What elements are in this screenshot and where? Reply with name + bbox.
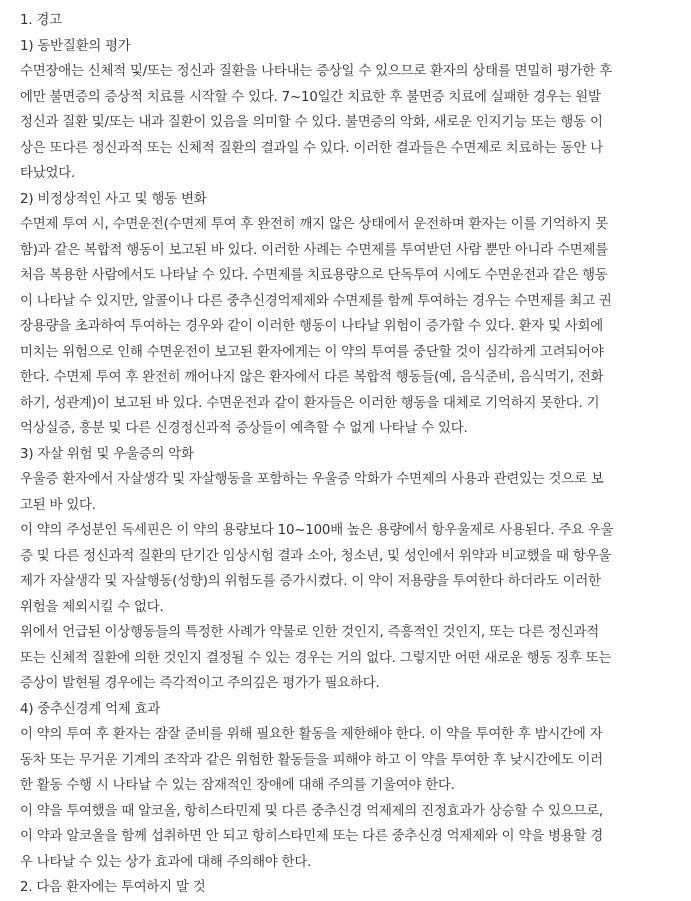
paragraph-line: 또는 신체적 질환에 의한 것인지 결정될 수 있는 경우는 거의 없다. 그렇지만 어떤 새로운 행동 징후 또는 bbox=[20, 650, 612, 666]
paragraph-line: 억상실증, 흥분 및 다른 신경정신과적 증상들이 예측할 수 없게 나타날 수 있다. bbox=[20, 421, 468, 436]
paragraph-line: 이 약의 투여 후 환자는 잠잘 준비를 위해 필요한 활동을 제한해야 한다. 이 약을 투여한 후 밤시간에 자 bbox=[20, 727, 603, 742]
paragraph-line: 상은 또다른 정신과적 또는 신체적 질환의 결과일 수 있다. 이러한 결과들은 수면제로 치료하는 동안 나 bbox=[20, 140, 603, 156]
document-body bbox=[20, 8, 684, 901]
paragraph-line: 위험을 제외시킬 수 없다. bbox=[20, 599, 164, 615]
paragraph-line: 이 나타날 수 있지만, 알콜이나 다른 중추신경억제제와 수면제를 함께 투여하는 경우는 수면제를 최고 권 bbox=[20, 293, 612, 309]
paragraph-line: 한 활동 수행 시 나타날 수 있는 잠재적인 장애에 대해 주의를 기울여야 한다. bbox=[20, 778, 455, 793]
paragraph-line: 우 나타날 수 있는 상가 효과에 대해 주의해야 한다. bbox=[20, 854, 312, 870]
paragraph-line: 이 약과 알코올을 함께 섭취하면 안 되고 항히스타민제 또는 다른 중추신경 억제제와 이 약을 병용할 경 bbox=[20, 829, 603, 844]
paragraph-line: 이 약의 주성분인 독세핀은 이 약의 용량보다 10~100배 높은 용량에서 항우울제로 사용된다. 주요 우울 bbox=[20, 523, 614, 538]
paragraph-line: 타났었다. bbox=[20, 166, 75, 181]
subsection-heading: 3) 자살 위험 및 우울증의 악화 bbox=[20, 446, 194, 462]
paragraph-line: 에만 불면증의 증상적 치료를 시작할 수 있다. 7~10일간 치료한 후 불면증 치료에 실패한 경우는 원발 bbox=[20, 89, 601, 105]
subsection-heading: 1) 동반질환의 평가 bbox=[20, 38, 131, 54]
paragraph-line: 하기, 성관계)이 보고된 바 있다. 수면운전과 같이 환자들은 이러한 행동을 대체로 기억하지 못한다. 기 bbox=[20, 395, 600, 411]
paragraph-line: 한다. 수면제 투여 후 완전히 깨어나지 않은 환자에서 다른 복합적 행동들(예, 음식준비, 음식먹기, 전화 bbox=[20, 370, 604, 385]
paragraph-line: 처음 복용한 사람에서도 나타날 수 있다. 수면제를 치료용량으로 단독투여 시에도 수면운전과 같은 행동 bbox=[20, 268, 608, 283]
section-heading: 2. 다음 환자에는 투여하지 말 것 bbox=[20, 880, 206, 895]
paragraph-line: 제가 자살생각 및 자살행동(성향)의 위험도를 증가시켰다. 이 약이 저용량을 투여한다 하더라도 이러한 bbox=[20, 574, 601, 589]
paragraph-line: 이 약을 투여했을 때 알코올, 항히스타민제 및 다른 중추신경 억제제의 진정효과가 상승할 수 있으므로, bbox=[20, 803, 603, 819]
paragraph-line: 증상이 발현될 경우에는 즉각적이고 주의깊은 평가가 필요하다. bbox=[20, 676, 380, 691]
paragraph-line: 위에서 언급된 이상행동들의 특정한 사례가 약물로 인한 것인지, 즉흥적인 것인지, 또는 다른 정신과적 bbox=[20, 625, 599, 640]
paragraph-line: 함)과 같은 복합적 행동이 보고된 바 있다. 이러한 사례는 수면제를 투여받던 사람 뿐만 아니라 수면제를 bbox=[20, 242, 609, 258]
paragraph-line: 수면장애는 신체적 및/또는 정신과 질환을 나타내는 증상일 수 있으므로 환자의 상태를 면밀히 평가한 후 bbox=[20, 64, 612, 79]
subsection-heading: 2) 비정상적인 사고 및 행동 변화 bbox=[20, 191, 207, 207]
section-heading: 1. 경고 bbox=[20, 13, 62, 28]
subsection-heading: 4) 중추신경계 억제 효과 bbox=[20, 701, 161, 717]
paragraph-line: 증 및 다른 정신과적 질환의 단기간 임상시험 결과 소아, 청소년, 및 성인에서 위약과 비교했을 때 항우울 bbox=[20, 548, 612, 564]
paragraph-line: 고된 바 있다. bbox=[20, 497, 96, 513]
paragraph-line: 정신과 질환 및/또는 내과 질환이 있음을 의미할 수 있다. 불면증의 악화, 새로운 인지기능 또는 행동 이 bbox=[20, 115, 603, 130]
paragraph-line: 미치는 위험으로 인해 수면운전이 보고된 환자에게는 이 약의 투여를 중단할 것이 심각하게 고려되어야 bbox=[20, 344, 604, 360]
paragraph-line: 수면제 투여 시, 수면운전(수면제 투여 후 완전히 깨지 않은 상태에서 운전하며 환자는 이를 기억하지 못 bbox=[20, 217, 609, 232]
paragraph-line: 우울증 환자에서 자살생각 및 자살행동을 포함하는 우울증 악화가 수면제의 사용과 관련있는 것으로 보 bbox=[20, 472, 604, 487]
paragraph-line: 동차 또는 무거운 기계의 조작과 같은 위험한 활동들을 피해야 하고 이 약을 투여한 후 낮시간에도 이러 bbox=[20, 752, 603, 768]
paragraph-line: 장용량을 초과하여 투여하는 경우와 같이 이러한 행동이 나타날 위험이 증가할 수 있다. 환자 및 사회에 bbox=[20, 319, 603, 334]
